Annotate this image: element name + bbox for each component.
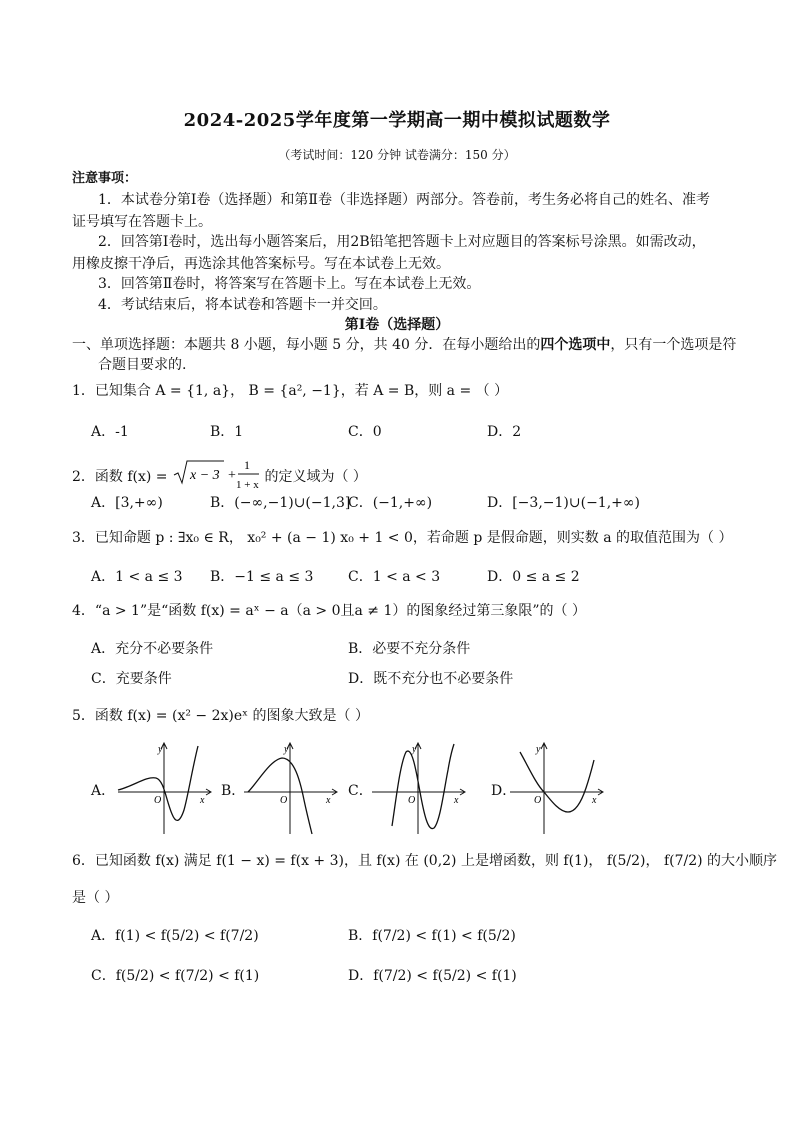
question-4-stem: 4．“a > 1”是“函数 f(x) = aˣ − a（a > 0且a ≠ 1）的图象经过第三象限”的（ ）: [72, 603, 586, 619]
notice-line: 3．回答第Ⅱ卷时，将答案写在答题卡上。写在本试卷上无效。: [98, 276, 481, 292]
q2-option-b[interactable]: B．(−∞,−1)∪(−1,3]: [210, 495, 351, 511]
question-6-stem: 6．已知函数 f(x) 满足 f(1 − x) = f(x + 3)，且 f(x) 在 (0,2) 上是增函数，则 f(1)， f(5/2)， f(7/2) 的大小顺序: [72, 853, 778, 869]
x-axis-label: x: [454, 795, 459, 806]
q2-option-a[interactable]: A．[3,+∞): [91, 495, 163, 511]
q4-option-c[interactable]: C．充要条件: [91, 671, 172, 687]
y-axis-label: y: [536, 744, 541, 755]
q5-graph-a[interactable]: [114, 740, 214, 836]
notice-line: 证号填写在答题卡上。: [72, 214, 212, 230]
y-axis-label: y: [284, 744, 289, 755]
q4-option-a[interactable]: A．充分不必要条件: [91, 641, 214, 657]
origin-label: O: [280, 795, 288, 806]
y-axis-label: y: [412, 744, 417, 755]
q5-graph-d[interactable]: [506, 740, 606, 836]
q6-option-a[interactable]: A．f(1) < f(5/2) < f(7/2): [91, 928, 259, 944]
notice-line: 用橡皮擦干净后，再选涂其他答案标号。写在本试卷上无效。: [72, 256, 450, 272]
q5-option-b-label[interactable]: B．: [221, 783, 246, 799]
q3-option-d[interactable]: D．0 ≤ a ≤ 2: [487, 569, 580, 585]
svg-text:+: +: [228, 468, 236, 483]
svg-text:1 + x: 1 + x: [236, 479, 259, 491]
notice-line: 1．本试卷分第Ⅰ卷（选择题）和第Ⅱ卷（非选择题）两部分。答卷前，考生务必将自己的姓名、准考: [98, 192, 710, 208]
question-6-stem-cont: 是（ ）: [72, 890, 119, 906]
q4-option-b[interactable]: B．必要不充分条件: [348, 641, 471, 657]
q2-stem-suffix: 的定义域为（ ）: [264, 469, 367, 485]
x-axis-label: x: [200, 795, 205, 806]
section-title: 第Ⅰ卷（选择题）: [344, 317, 450, 333]
intro-bold-text: 四个选项中: [540, 337, 611, 353]
q1-option-d[interactable]: D．2: [487, 424, 522, 440]
svg-text:1: 1: [244, 458, 250, 472]
q3-option-b[interactable]: B．−1 ≤ a ≤ 3: [210, 569, 314, 585]
question-1-stem: 1．已知集合 A = {1, a}， B = {a², −1}，若 A = B，则 a = （ ）: [72, 383, 509, 399]
q3-option-a[interactable]: A．1 < a ≤ 3: [91, 569, 183, 585]
origin-label: O: [408, 795, 416, 806]
q5-option-c-label[interactable]: C．: [348, 783, 373, 799]
notice-line: 2．回答第Ⅰ卷时，选出每小题答案后，用2B铅笔把答题卡上对应题目的答案标号涂黑。如需改动，: [98, 234, 706, 250]
q5-graph-c[interactable]: [368, 740, 468, 836]
q5-option-d-label[interactable]: D．: [491, 783, 517, 799]
q2-option-c[interactable]: C．(−1,+∞): [348, 495, 433, 511]
q5-graph-b[interactable]: [240, 740, 340, 836]
notice-heading: 注意事项：: [72, 171, 138, 186]
q2-formula-graphic: [172, 455, 260, 493]
intro-text: ，只有一个选项是符: [610, 337, 737, 353]
question-3-stem: 3．已知命题 p : ∃x₀ ∈ R， x₀² + (a − 1) x₀ + 1 < 0，若命题 p 是假命题，则实数 a 的取值范围为（ ）: [72, 530, 733, 546]
question-5-stem: 5．函数 f(x) = (x² − 2x)eˣ 的图象大致是（ ）: [72, 708, 369, 724]
q4-option-d[interactable]: D．既不充分也不必要条件: [348, 671, 514, 687]
svg-text:x − 3: x − 3: [190, 468, 220, 483]
q1-option-b[interactable]: B．1: [210, 424, 244, 440]
exam-title: 2024-2025学年度第一学期高一期中模拟试题数学: [183, 110, 611, 131]
q3-option-c[interactable]: C．1 < a < 3: [348, 569, 441, 585]
origin-label: O: [154, 795, 162, 806]
q1-option-a[interactable]: A．-1: [91, 424, 129, 440]
section-intro-line1: [72, 335, 736, 355]
q2-stem-prefix: 2．函数 f(x) =: [72, 469, 172, 485]
q1-option-c[interactable]: C．0: [348, 424, 382, 440]
intro-text: 一、单项选择题：本题共 8 小题，每小题 5 分，共 40 分．在每小题给出的: [72, 337, 541, 353]
x-axis-label: x: [326, 795, 331, 806]
q6-option-d[interactable]: D．f(7/2) < f(5/2) < f(1): [348, 968, 517, 984]
q2-option-d[interactable]: D．[−3,−1)∪(−1,+∞): [487, 495, 641, 511]
origin-label: O: [534, 795, 542, 806]
exam-subtitle: （考试时间：120 分钟 试卷满分：150 分）: [278, 148, 516, 162]
q5-option-a-label[interactable]: A．: [91, 783, 116, 799]
q6-option-b[interactable]: B．f(7/2) < f(1) < f(5/2): [348, 928, 516, 944]
notice-line: 4．考试结束后，将本试卷和答题卡一并交回。: [98, 297, 387, 313]
q6-option-c[interactable]: C．f(5/2) < f(7/2) < f(1): [91, 968, 260, 984]
x-axis-label: x: [592, 795, 597, 806]
y-axis-label: y: [158, 744, 163, 755]
section-intro-line2: 合题目要求的.: [98, 357, 187, 373]
